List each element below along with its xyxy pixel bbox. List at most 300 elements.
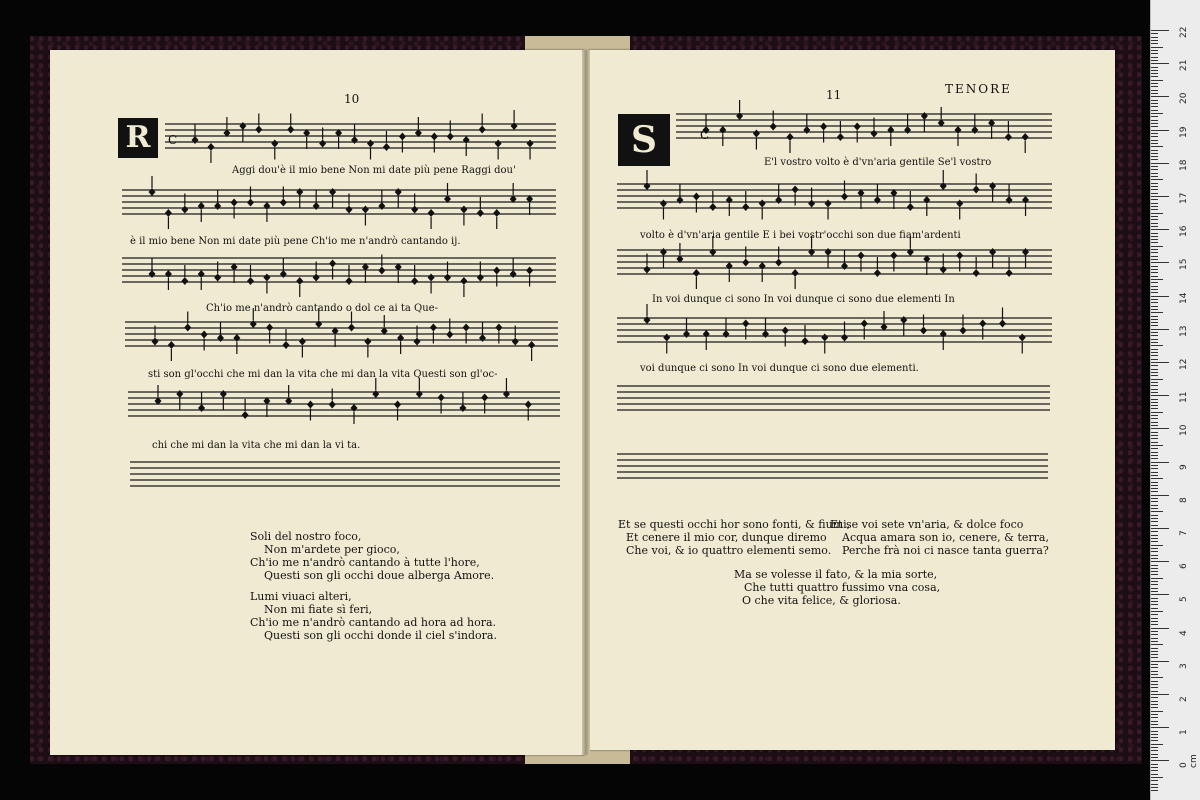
note-icon — [890, 252, 897, 260]
note-icon — [287, 126, 294, 134]
note-icon — [510, 270, 517, 278]
ruler-minor-tick — [1151, 206, 1158, 207]
note-icon — [1006, 269, 1013, 277]
note-icon — [871, 130, 878, 138]
ruler-minor-tick — [1151, 611, 1163, 612]
ruler-minor-tick — [1151, 787, 1158, 788]
ruler-minor-tick — [1151, 591, 1158, 592]
note-icon — [854, 123, 861, 131]
ruler-tick — [1151, 130, 1169, 131]
ruler-minor-tick — [1151, 292, 1158, 293]
ruler-minor-tick — [1151, 60, 1158, 61]
note-icon — [644, 182, 651, 190]
ruler-minor-tick — [1151, 541, 1158, 542]
note-icon — [759, 200, 766, 208]
right-verse-final — [734, 568, 940, 607]
ruler-minor-tick — [1151, 322, 1158, 323]
ruler-minor-tick — [1151, 126, 1158, 127]
note-icon — [808, 248, 815, 256]
ruler-minor-tick — [1151, 392, 1158, 393]
ruler-minor-tick — [1151, 618, 1158, 619]
verse-line: Questi son gli occhi doue alberga Amore. — [264, 569, 495, 582]
ruler-minor-tick — [1151, 242, 1158, 243]
ruler-minor-tick — [1151, 150, 1158, 151]
ruler-minor-tick — [1151, 249, 1158, 250]
verse-line: Non m'ardete per gioco, — [264, 543, 400, 556]
note-icon — [644, 266, 651, 274]
ruler-minor-tick — [1151, 455, 1158, 456]
note-icon — [176, 390, 183, 398]
note-icon — [247, 277, 254, 285]
note-icon — [782, 327, 789, 335]
note-icon — [367, 140, 374, 148]
verse-line: Lumi viuaci alteri, — [250, 590, 352, 603]
note-icon — [399, 133, 406, 141]
note-icon — [923, 196, 930, 204]
note-icon — [481, 394, 488, 402]
clef-icon: C — [168, 133, 178, 147]
note-icon — [1019, 334, 1026, 342]
note-icon — [414, 338, 421, 346]
ruler-minor-tick — [1151, 325, 1158, 326]
ruler-tick — [1151, 628, 1169, 629]
ruler-label: 12 — [1179, 358, 1189, 370]
ruler-minor-tick — [1151, 226, 1158, 227]
ruler-minor-tick — [1151, 269, 1158, 270]
note-icon — [841, 334, 848, 342]
note-icon — [307, 401, 314, 409]
note-icon — [397, 334, 404, 342]
ruler-minor-tick — [1151, 106, 1158, 107]
voice-label: TENORE — [945, 82, 1012, 96]
ruler-minor-tick — [1151, 767, 1158, 768]
right-lyric-line-1: E'l vostro volto è d'vn'aria gentile Se'l vostro — [764, 157, 992, 168]
ruler-minor-tick — [1151, 233, 1158, 234]
ruler-minor-tick — [1151, 90, 1158, 91]
ruler-tick — [1151, 594, 1169, 595]
note-icon — [372, 390, 379, 398]
ruler-minor-tick — [1151, 239, 1158, 240]
ruler-minor-tick — [1151, 422, 1158, 423]
ruler-minor-tick — [1151, 578, 1163, 579]
ruler-minor-tick — [1151, 116, 1158, 117]
note-icon — [660, 248, 667, 256]
note-icon — [693, 193, 700, 201]
ruler-tick — [1151, 561, 1169, 562]
note-icon — [313, 202, 320, 210]
ruler-label: 4 — [1179, 629, 1189, 636]
ruler-minor-tick — [1151, 681, 1158, 682]
ruler-minor-tick — [1151, 143, 1158, 144]
ruler-minor-tick — [1151, 598, 1158, 599]
ruler-minor-tick — [1151, 153, 1158, 154]
ruler-minor-tick — [1151, 584, 1158, 585]
note-icon — [973, 269, 980, 277]
note-icon — [940, 182, 947, 190]
note-icon — [233, 334, 240, 342]
ruler-minor-tick — [1151, 223, 1158, 224]
ruler-minor-tick — [1151, 339, 1158, 340]
note-icon — [263, 202, 270, 210]
ruler-minor-tick — [1151, 415, 1158, 416]
ruler-minor-tick — [1151, 721, 1158, 722]
ruler-minor-tick — [1151, 485, 1158, 486]
ruler-label: 19 — [1179, 126, 1189, 138]
note-icon — [201, 331, 208, 339]
note-icon — [184, 324, 191, 332]
note-icon — [149, 270, 156, 278]
ruler-minor-tick — [1151, 256, 1158, 257]
ruler-minor-tick — [1151, 508, 1158, 509]
ruler-minor-tick — [1151, 319, 1158, 320]
ruler-label: 16 — [1179, 225, 1189, 238]
note-icon — [1022, 196, 1029, 204]
ruler-minor-tick — [1151, 545, 1163, 546]
ruler-label: 17 — [1179, 192, 1189, 204]
ruler-minor-tick — [1151, 707, 1158, 708]
ruler-minor-tick — [1151, 432, 1158, 433]
left-lyric-line-2: è il mio bene Non mi date più pene Ch'io me n'andrò cantando ij. — [130, 236, 461, 247]
note-icon — [460, 277, 467, 285]
note-icon — [874, 196, 881, 204]
ruler-minor-tick — [1151, 588, 1158, 589]
ruler-label: 9 — [1179, 463, 1189, 470]
note-icon — [989, 182, 996, 190]
ruler-minor-tick — [1151, 418, 1158, 419]
ruler-minor-tick — [1151, 379, 1163, 380]
note-icon — [459, 404, 466, 412]
ruler-minor-tick — [1151, 697, 1158, 698]
ruler-minor-tick — [1151, 100, 1158, 101]
ruler-minor-tick — [1151, 475, 1158, 476]
ruler-tick — [1151, 30, 1169, 31]
note-icon — [526, 267, 533, 275]
verse-line: Et cenere il mio cor, dunque diremo — [626, 531, 827, 544]
right-lyric-line-2: volto è d'vn'aria gentile E i bei vostr'occhi son due fiam'ardenti — [640, 230, 961, 241]
ruler-minor-tick — [1151, 750, 1158, 751]
note-icon — [431, 133, 438, 141]
ruler-minor-tick — [1151, 352, 1158, 353]
ruler-label: 1 — [1179, 729, 1189, 736]
ruler-label: 22 — [1179, 26, 1189, 38]
note-icon — [742, 320, 749, 328]
left-lyric-line-5: chi che mi dan la vita che mi dan la vi ta. — [152, 440, 361, 451]
left-page-number: 10 — [344, 92, 360, 106]
left-verse-2 — [250, 590, 497, 642]
ruler-minor-tick — [1151, 714, 1158, 715]
ruler-minor-tick — [1151, 179, 1163, 180]
ruler-minor-tick — [1151, 332, 1158, 333]
ruler-minor-tick — [1151, 80, 1163, 81]
ruler-label: 8 — [1179, 497, 1189, 503]
note-icon — [960, 327, 967, 335]
ruler-minor-tick — [1151, 120, 1158, 121]
ruler-minor-tick — [1151, 302, 1158, 303]
ruler-minor-tick — [1151, 631, 1158, 632]
ruler-tick — [1151, 163, 1169, 164]
note-icon — [378, 202, 385, 210]
ruler-minor-tick — [1151, 555, 1158, 556]
note-icon — [861, 320, 868, 328]
ruler-minor-tick — [1151, 568, 1158, 569]
right-verse-left — [618, 518, 850, 557]
ruler-minor-tick — [1151, 93, 1158, 94]
note-icon — [495, 140, 502, 148]
ruler-minor-tick — [1151, 408, 1158, 409]
ruler-minor-tick — [1151, 53, 1158, 54]
note-icon — [803, 126, 810, 134]
ruler-minor-tick — [1151, 740, 1158, 741]
note-icon — [1005, 133, 1012, 141]
note-icon — [315, 320, 322, 328]
note-icon — [438, 394, 445, 402]
ruler-minor-tick — [1151, 684, 1158, 685]
note-icon — [841, 193, 848, 201]
ruler-minor-tick — [1151, 435, 1158, 436]
note-icon — [165, 209, 172, 217]
note-icon — [825, 248, 832, 256]
note-icon — [1022, 133, 1029, 141]
note-icon — [719, 126, 726, 134]
note-icon — [956, 252, 963, 260]
ruler-minor-tick — [1151, 535, 1158, 536]
ruler-minor-tick — [1151, 515, 1158, 516]
ruler-minor-tick — [1151, 638, 1158, 639]
ruler-tick — [1151, 462, 1169, 463]
note-icon — [430, 324, 437, 332]
ruler-minor-tick — [1151, 136, 1158, 137]
note-icon — [887, 126, 894, 134]
ruler-minor-tick — [1151, 551, 1158, 552]
note-icon — [703, 330, 710, 338]
note-icon — [214, 274, 221, 282]
ruler-tick — [1151, 196, 1169, 197]
ruler-minor-tick — [1151, 252, 1158, 253]
right-lyric-line-3: In voi dunque ci sono In voi dunque ci sono due elementi In — [652, 294, 955, 305]
ruler-minor-tick — [1151, 747, 1158, 748]
note-icon — [907, 248, 914, 256]
note-icon — [395, 188, 402, 196]
ruler-label: 21 — [1179, 59, 1189, 72]
ruler-tick — [1151, 362, 1169, 363]
note-icon — [660, 200, 667, 208]
note-icon — [283, 341, 290, 349]
note-icon — [165, 270, 172, 278]
left-lyric-line-4: sti son gl'occhi che mi dan la vita che mi dan la vita Questi son gl'oc- — [148, 369, 498, 380]
ruler-minor-tick — [1151, 624, 1158, 625]
ruler-minor-tick — [1151, 654, 1158, 655]
note-icon — [198, 202, 205, 210]
verse-line: Et se voi sete vn'aria, & dolce foco — [830, 518, 1024, 531]
ruler-minor-tick — [1151, 525, 1158, 526]
ruler-minor-tick — [1151, 312, 1163, 313]
note-icon — [493, 267, 500, 275]
ruler-minor-tick — [1151, 478, 1163, 479]
verse-line: Che tutti quattro fussimo vna cosa, — [744, 581, 941, 594]
initial-letter-r: R — [118, 118, 158, 158]
ruler-minor-tick — [1151, 183, 1158, 184]
ruler-minor-tick — [1151, 531, 1158, 532]
note-icon — [313, 274, 320, 282]
ruler-minor-tick — [1151, 704, 1158, 705]
ruler-minor-tick — [1151, 770, 1158, 771]
ruler-minor-tick — [1151, 737, 1158, 738]
note-icon — [900, 316, 907, 324]
ruler-minor-tick — [1151, 47, 1163, 48]
ruler-tick — [1151, 63, 1169, 64]
note-icon — [378, 267, 385, 275]
verse-line: Soli del nostro foco, — [250, 530, 362, 543]
note-icon — [214, 202, 221, 210]
note-icon — [825, 200, 832, 208]
note-icon — [181, 206, 188, 214]
note-icon — [940, 266, 947, 274]
note-icon — [255, 126, 262, 134]
ruler-minor-tick — [1151, 731, 1158, 732]
verse-line: Ch'io me n'andrò cantando ad hora ad hora. — [250, 616, 497, 629]
ruler-minor-tick — [1151, 608, 1158, 609]
note-icon — [152, 338, 159, 346]
ruler-minor-tick — [1151, 110, 1158, 111]
ruler-minor-tick — [1151, 784, 1158, 785]
note-icon — [495, 324, 502, 332]
ruler-minor-tick — [1151, 651, 1158, 652]
note-icon — [231, 199, 238, 207]
ruler-minor-tick — [1151, 558, 1158, 559]
ruler-minor-tick — [1151, 701, 1158, 702]
ruler-minor-tick — [1151, 438, 1158, 439]
ruler-minor-tick — [1151, 355, 1158, 356]
ruler-minor-tick — [1151, 412, 1163, 413]
ruler-minor-tick — [1151, 571, 1158, 572]
ruler-minor-tick — [1151, 276, 1158, 277]
note-icon — [198, 404, 205, 412]
note-icon — [525, 401, 532, 409]
note-icon — [296, 277, 303, 285]
note-icon — [979, 320, 986, 328]
note-icon — [921, 112, 928, 120]
note-icon — [742, 259, 749, 267]
ruler-minor-tick — [1151, 140, 1158, 141]
note-icon — [874, 269, 881, 277]
ruler-minor-tick — [1151, 176, 1158, 177]
verse-line: Questi son gli occhi donde il ciel s'indora. — [264, 629, 497, 642]
ruler-minor-tick — [1151, 193, 1158, 194]
ruler-tick — [1151, 694, 1169, 695]
note-icon — [837, 133, 844, 141]
ruler-minor-tick — [1151, 691, 1158, 692]
note-icon — [329, 401, 336, 409]
note-icon — [792, 269, 799, 277]
note-icon — [973, 186, 980, 194]
note-icon — [644, 316, 651, 324]
note-icon — [460, 206, 467, 214]
note-icon — [907, 203, 914, 211]
note-icon — [411, 277, 418, 285]
ruler-minor-tick — [1151, 790, 1158, 791]
note-icon — [428, 274, 435, 282]
ruler-label: 6 — [1179, 563, 1189, 570]
note-icon — [149, 188, 156, 196]
ruler-minor-tick — [1151, 236, 1158, 237]
note-icon — [477, 274, 484, 282]
note-icon — [168, 341, 175, 349]
note-icon — [428, 209, 435, 217]
note-icon — [792, 186, 799, 194]
note-icon — [242, 411, 249, 419]
ruler-minor-tick — [1151, 677, 1163, 678]
clef-icon: C — [700, 128, 710, 142]
ruler-label: 3 — [1179, 663, 1189, 669]
ruler-minor-tick — [1151, 548, 1158, 549]
ruler-label: 13 — [1179, 325, 1189, 337]
ruler-minor-tick — [1151, 289, 1158, 290]
ruler-minor-tick — [1151, 648, 1158, 649]
note-icon — [821, 334, 828, 342]
note-icon — [940, 330, 947, 338]
note-icon — [411, 206, 418, 214]
ruler-minor-tick — [1151, 621, 1158, 622]
ruler-minor-tick — [1151, 448, 1158, 449]
note-icon — [207, 143, 214, 151]
ruler-minor-tick — [1151, 209, 1158, 210]
ruler-tick — [1151, 495, 1169, 496]
ruler-minor-tick — [1151, 774, 1158, 775]
ruler-minor-tick — [1151, 306, 1158, 307]
left-verse-1 — [250, 530, 494, 582]
note-icon — [280, 199, 287, 207]
note-icon — [955, 126, 962, 134]
note-icon — [444, 274, 451, 282]
ruler-tick — [1151, 96, 1169, 97]
ruler-minor-tick — [1151, 70, 1158, 71]
note-icon — [247, 199, 254, 207]
verse-line: Perche frà noi ci nasce tanta guerra? — [842, 544, 1049, 557]
ruler-minor-tick — [1151, 445, 1163, 446]
ruler-tick — [1151, 528, 1169, 529]
note-icon — [479, 126, 486, 134]
note-icon — [348, 324, 355, 332]
note-icon — [198, 270, 205, 278]
ruler-minor-tick — [1151, 717, 1158, 718]
ruler-label: 11 — [1179, 391, 1189, 404]
ruler-minor-tick — [1151, 671, 1158, 672]
note-icon — [463, 324, 470, 332]
ruler-minor-tick — [1151, 501, 1158, 502]
ruler-minor-tick — [1151, 488, 1158, 489]
ruler-minor-tick — [1151, 724, 1158, 725]
ruler-minor-tick — [1151, 50, 1158, 51]
ruler-minor-tick — [1151, 166, 1158, 167]
ruler-minor-tick — [1151, 159, 1158, 160]
ruler-minor-tick — [1151, 342, 1158, 343]
ruler-minor-tick — [1151, 667, 1158, 668]
note-icon — [271, 140, 278, 148]
ruler-minor-tick — [1151, 40, 1158, 41]
ruler-minor-tick — [1151, 521, 1158, 522]
note-icon — [447, 133, 454, 141]
ruler-minor-tick — [1151, 67, 1158, 68]
verse-line: O che vita felice, & gloriosa. — [742, 594, 901, 607]
ruler-minor-tick — [1151, 169, 1158, 170]
ruler-minor-tick — [1151, 601, 1158, 602]
ruler-tick — [1151, 661, 1169, 662]
ruler-minor-tick — [1151, 299, 1158, 300]
note-icon — [263, 274, 270, 282]
note-icon — [239, 122, 246, 130]
ruler-minor-tick — [1151, 641, 1158, 642]
note-icon — [493, 209, 500, 217]
